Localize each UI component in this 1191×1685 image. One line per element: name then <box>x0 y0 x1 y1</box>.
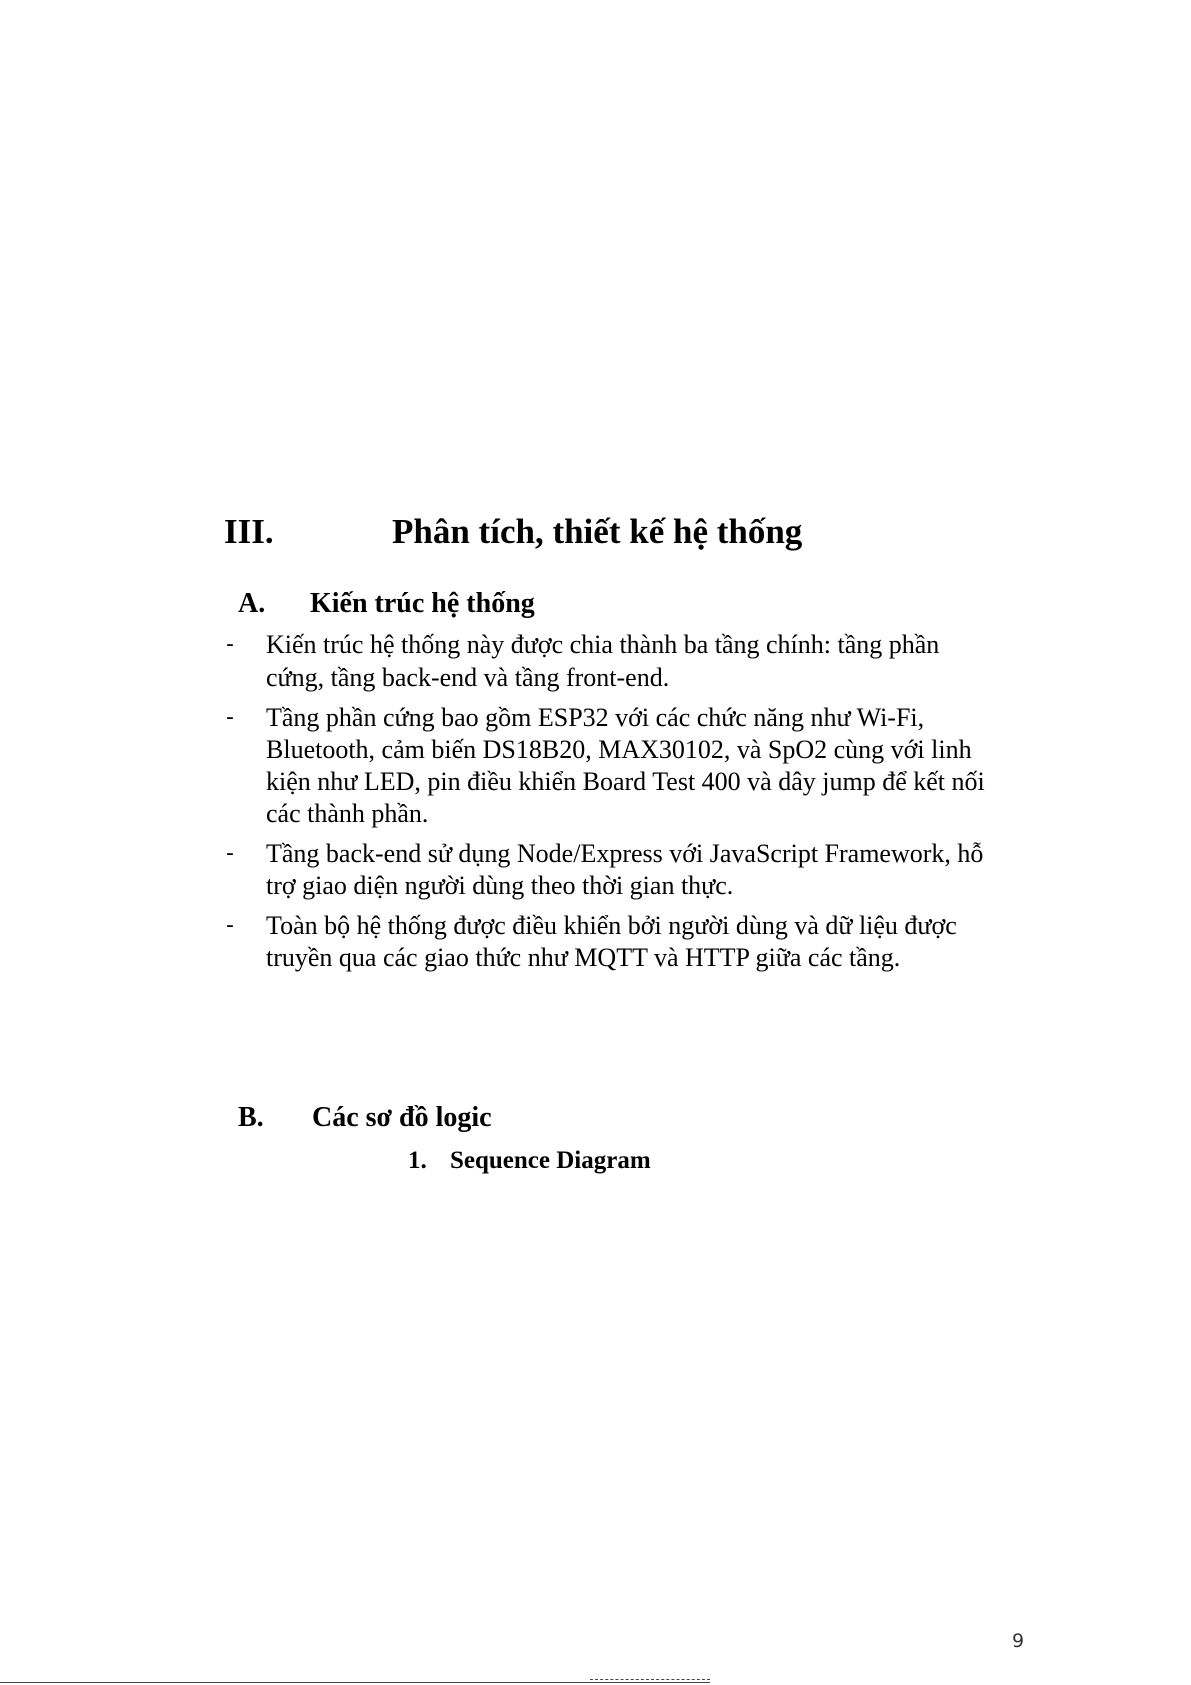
item-title: Sequence Diagram <box>450 1147 651 1174</box>
bullet-text-line: trợ giao diện người dùng theo thời gian thực. <box>266 871 734 900</box>
bullet-marker: - <box>226 841 234 866</box>
bullet-marker: - <box>226 632 234 657</box>
bullet-text-line: Tầng back-end sử dụng Node/Express với JavaScript Framework, hỗ <box>266 839 984 868</box>
subsection-a-letter: A. <box>238 588 266 619</box>
bullet-text-line: các thành phần. <box>266 799 429 828</box>
subsection-b-letter: B. <box>238 1102 264 1133</box>
bullet-text-line: kiện như LED, pin điều khiển Board Test 400 và dây jump để kết nối <box>266 767 985 796</box>
bullet-text-line: truyền qua các giao thức như MQTT và HTTP giữa các tầng. <box>266 943 901 972</box>
section-number: III. <box>224 512 274 551</box>
bullet-text-line: Tầng phần cứng bao gồm ESP32 với các chức năng như Wi-Fi, <box>266 703 925 732</box>
bullet-text-line: Toàn bộ hệ thống được điều khiển bởi người dùng và dữ liệu được <box>266 911 957 940</box>
bullet-marker: - <box>226 913 234 938</box>
subsection-b-title: Các sơ đồ logic <box>312 1102 492 1133</box>
bullet-text-line: Bluetooth, cảm biến DS18B20, MAX30102, và SpO2 cùng với linh <box>266 735 972 764</box>
item-number: 1. <box>408 1147 427 1174</box>
bullet-text-line: Kiến trúc hệ thống này được chia thành ba tầng chính: tầng phần <box>266 630 940 659</box>
subsection-a-title: Kiến trúc hệ thống <box>310 588 535 619</box>
bottom-rule-dashed <box>590 1679 710 1680</box>
bullet-text-line: cứng, tầng back-end và tầng front-end. <box>266 663 670 692</box>
bottom-rule <box>0 1682 710 1683</box>
bullet-marker: - <box>226 705 234 730</box>
page-number: 9 <box>1012 1630 1025 1652</box>
section-title: Phân tích, thiết kế hệ thống <box>392 512 803 551</box>
